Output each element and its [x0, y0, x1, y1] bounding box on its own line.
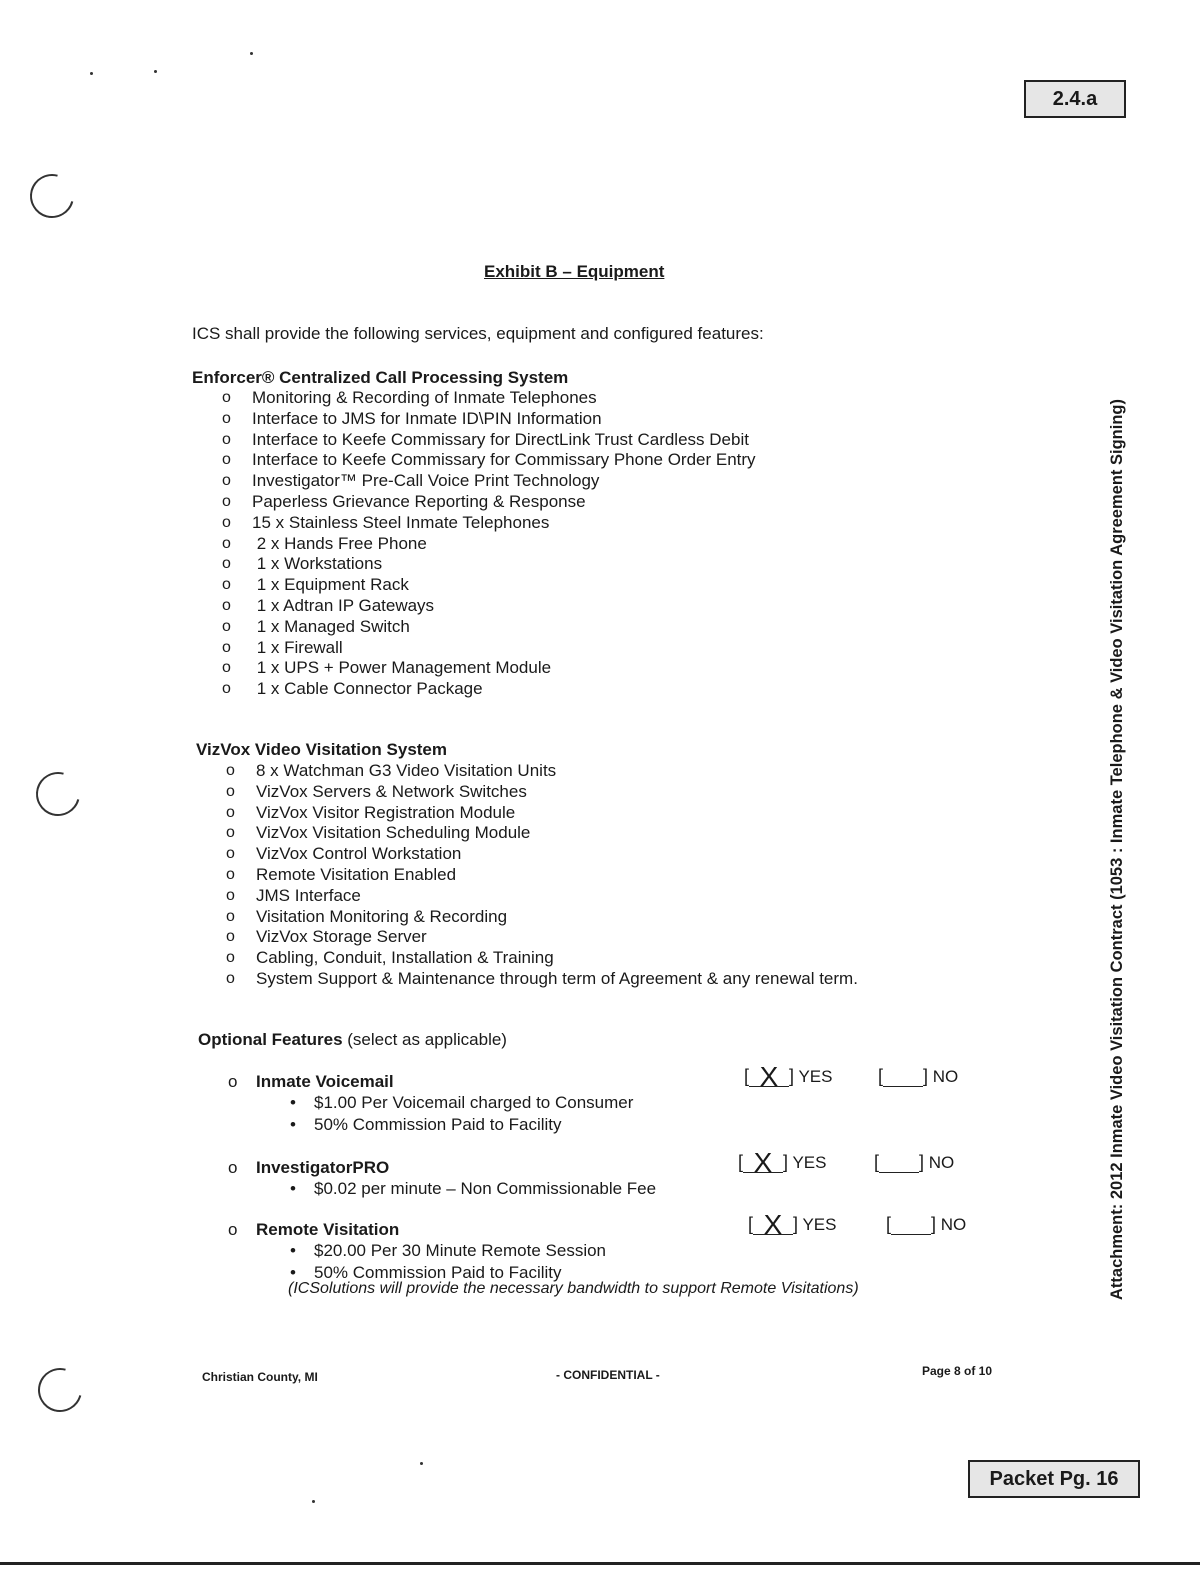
feature-detail: • $20.00 Per 30 Minute Remote Session — [286, 1240, 606, 1262]
equipment-item — [226, 886, 858, 907]
enforcer-item-list — [222, 388, 756, 700]
equipment-item-text: 1 x Managed Switch — [252, 616, 410, 636]
list-bullet: o — [222, 409, 231, 427]
list-bullet: o — [228, 1072, 238, 1091]
list-bullet: o — [226, 845, 235, 863]
equipment-item — [222, 658, 756, 679]
equipment-item-text: 2 x Hands Free Phone — [252, 533, 427, 553]
feature-inmate-voicemail — [228, 1072, 394, 1092]
feature-name: InvestigatorPRO — [256, 1158, 390, 1177]
equipment-item — [222, 534, 756, 555]
yes-checkbox[interactable]: X — [753, 1216, 793, 1235]
remote-visitation-yes-choice[interactable]: [ X ] YES — [748, 1209, 837, 1240]
equipment-item — [222, 617, 756, 638]
list-bullet: o — [222, 596, 231, 614]
intro-text: ICS shall provide the following services, equipment and configured features: — [192, 324, 764, 343]
equipment-item-text: Interface to Keefe Commissary for Commissary Phone Order Entry — [252, 450, 756, 470]
feature-investigatorpro — [228, 1158, 389, 1178]
optional-heading-label: Optional Features — [198, 1030, 343, 1049]
punch-hole-top — [22, 166, 82, 226]
footer-county: Christian County, MI — [202, 1370, 318, 1384]
equipment-item — [226, 907, 858, 928]
equipment-item-text: 1 x UPS + Power Management Module — [252, 658, 552, 678]
list-bullet: o — [226, 907, 235, 925]
equipment-item — [222, 596, 756, 617]
feature-name: Remote Visitation — [256, 1220, 400, 1239]
feature-name: Inmate Voicemail — [256, 1072, 394, 1091]
list-bullet: o — [226, 762, 235, 779]
equipment-item-text: 1 x Cable Connector Package — [252, 679, 483, 699]
no-checkbox[interactable] — [883, 1068, 923, 1087]
list-bullet: o — [226, 824, 235, 842]
packet-tag-top: 2.4.a — [1024, 80, 1126, 118]
equipment-item-text: Cabling, Conduit, Installation & Training — [256, 948, 554, 968]
equipment-item — [226, 761, 858, 782]
bottom-rule — [0, 1562, 1200, 1565]
no-label: NO — [940, 1215, 967, 1234]
list-bullet: o — [226, 886, 235, 904]
equipment-item — [226, 823, 858, 844]
optional-subheading: (select as applicable) — [347, 1030, 507, 1049]
list-bullet: o — [222, 680, 231, 698]
attachment-side-label: Attachment: 2012 Inmate Video Visitation Contract (1053 : Inmate Telephone & Video Visitation Agreement Signing) — [1108, 399, 1126, 1300]
no-label: NO — [928, 1153, 955, 1172]
equipment-item-text: VizVox Control Workstation — [256, 844, 462, 864]
equipment-item-text: Paperless Grievance Reporting & Response — [252, 491, 586, 511]
feature-detail: • 50% Commission Paid to Facility — [286, 1114, 633, 1136]
feature-detail: • $1.00 Per Voicemail charged to Consumer — [286, 1092, 633, 1114]
yes-label: YES — [802, 1215, 837, 1234]
equipment-item-text: VizVox Visitor Registration Module — [256, 802, 516, 822]
list-bullet: o — [222, 659, 231, 677]
document-title: Exhibit B – Equipment — [484, 262, 665, 281]
equipment-item — [222, 513, 756, 534]
equipment-item-text: 8 x Watchman G3 Video Visitation Units — [256, 761, 557, 780]
equipment-item-text: JMS Interface — [256, 885, 361, 905]
feature-details — [286, 1240, 606, 1284]
list-bullet: o — [228, 1158, 238, 1177]
equipment-item — [222, 575, 756, 596]
equipment-item-text: Interface to JMS for Inmate ID\PIN Information — [252, 408, 602, 428]
equipment-item-text: VizVox Storage Server — [256, 927, 427, 947]
equipment-item-text: VizVox Servers & Network Switches — [256, 781, 527, 801]
feature-details — [286, 1092, 633, 1136]
packet-page-tag: Packet Pg. 16 — [968, 1460, 1140, 1498]
list-bullet: o — [226, 865, 235, 883]
scan-speck — [420, 1462, 423, 1465]
equipment-item — [226, 969, 858, 990]
equipment-item — [222, 638, 756, 659]
feature-remote-visitation — [228, 1220, 399, 1240]
equipment-item — [222, 492, 756, 513]
list-bullet: o — [226, 782, 235, 800]
list-bullet: o — [226, 969, 235, 987]
list-bullet: o — [222, 513, 231, 531]
equipment-item-text: Monitoring & Recording of Inmate Telephones — [252, 388, 597, 407]
no-label: NO — [932, 1067, 959, 1086]
footer-page-number: Page 8 of 10 — [922, 1364, 993, 1378]
list-bullet: o — [222, 451, 231, 469]
bandwidth-note: (ICSolutions will provide the necessary bandwidth to support Remote Visitations) — [288, 1280, 859, 1297]
list-bullet: o — [222, 617, 231, 635]
equipment-item — [226, 927, 858, 948]
equipment-item — [222, 430, 756, 451]
punch-hole-middle — [28, 764, 88, 824]
list-bullet: o — [228, 1220, 238, 1239]
equipment-item-text: 15 x Stainless Steel Inmate Telephones — [252, 512, 550, 532]
voicemail-yes-choice[interactable]: [ X ] YES — [744, 1061, 833, 1092]
equipment-item — [226, 844, 858, 865]
list-bullet: o — [226, 803, 235, 821]
equipment-item-text: 1 x Firewall — [252, 637, 343, 657]
equipment-item — [222, 409, 756, 430]
list-bullet: o — [222, 389, 231, 406]
equipment-item — [226, 803, 858, 824]
investigatorpro-yes-choice[interactable]: [ X ] YES — [738, 1147, 827, 1178]
list-bullet: o — [226, 928, 235, 946]
optional-features-heading — [198, 1030, 507, 1050]
list-bullet: o — [222, 555, 231, 573]
equipment-item-text: 1 x Workstations — [252, 554, 383, 574]
remote-visitation-no-choice[interactable]: [ ] NO — [886, 1214, 967, 1234]
equipment-item — [226, 782, 858, 803]
list-bullet: o — [226, 949, 235, 967]
yes-checkbox[interactable]: X — [749, 1068, 789, 1087]
equipment-item-text: Interface to Keefe Commissary for DirectLink Trust Cardless Debit — [252, 429, 749, 449]
scan-speck — [90, 72, 93, 75]
feature-detail: • $0.02 per minute – Non Commissionable Fee — [286, 1178, 656, 1200]
equipment-item — [222, 388, 756, 409]
scan-speck — [250, 52, 253, 55]
feature-details — [286, 1178, 656, 1200]
equipment-item-text: 1 x Equipment Rack — [252, 575, 409, 595]
equipment-item-text: System Support & Maintenance through term of Agreement & any renewal term. — [256, 968, 858, 988]
voicemail-no-choice[interactable]: [ ] NO — [878, 1066, 959, 1086]
investigatorpro-no-choice[interactable]: [ ] NO — [874, 1152, 955, 1172]
yes-label: YES — [798, 1067, 833, 1086]
scan-speck — [154, 70, 157, 73]
vizvox-heading: VizVox Video Visitation System — [196, 740, 447, 759]
list-bullet: o — [222, 492, 231, 510]
equipment-item-text: Visitation Monitoring & Recording — [256, 906, 508, 926]
footer-confidential: - CONFIDENTIAL - — [556, 1368, 660, 1382]
scan-speck — [312, 1500, 315, 1503]
feature-detail: • 50% Commission Paid to Facility — [286, 1262, 606, 1284]
list-bullet: o — [222, 534, 231, 552]
list-bullet: o — [222, 472, 231, 490]
list-bullet: o — [222, 638, 231, 656]
yes-label: YES — [792, 1153, 827, 1172]
equipment-item — [222, 554, 756, 575]
equipment-item-text: Investigator™ Pre-Call Voice Print Technology — [252, 471, 600, 491]
enforcer-heading: Enforcer® Centralized Call Processing System — [192, 368, 569, 387]
no-checkbox[interactable] — [879, 1154, 919, 1173]
equipment-item — [222, 679, 756, 700]
equipment-item — [226, 865, 858, 886]
yes-checkbox[interactable]: X — [743, 1154, 783, 1173]
vizvox-item-list — [226, 761, 858, 990]
equipment-item — [222, 450, 756, 471]
list-bullet: o — [222, 430, 231, 448]
equipment-item-text: 1 x Adtran IP Gateways — [252, 595, 435, 615]
list-bullet: o — [222, 576, 231, 594]
equipment-item-text: Remote Visitation Enabled — [256, 864, 457, 884]
punch-hole-bottom — [30, 1360, 90, 1420]
equipment-item-text: VizVox Visitation Scheduling Module — [256, 823, 531, 843]
equipment-item — [222, 471, 756, 492]
no-checkbox[interactable] — [891, 1216, 931, 1235]
equipment-item — [226, 948, 858, 969]
